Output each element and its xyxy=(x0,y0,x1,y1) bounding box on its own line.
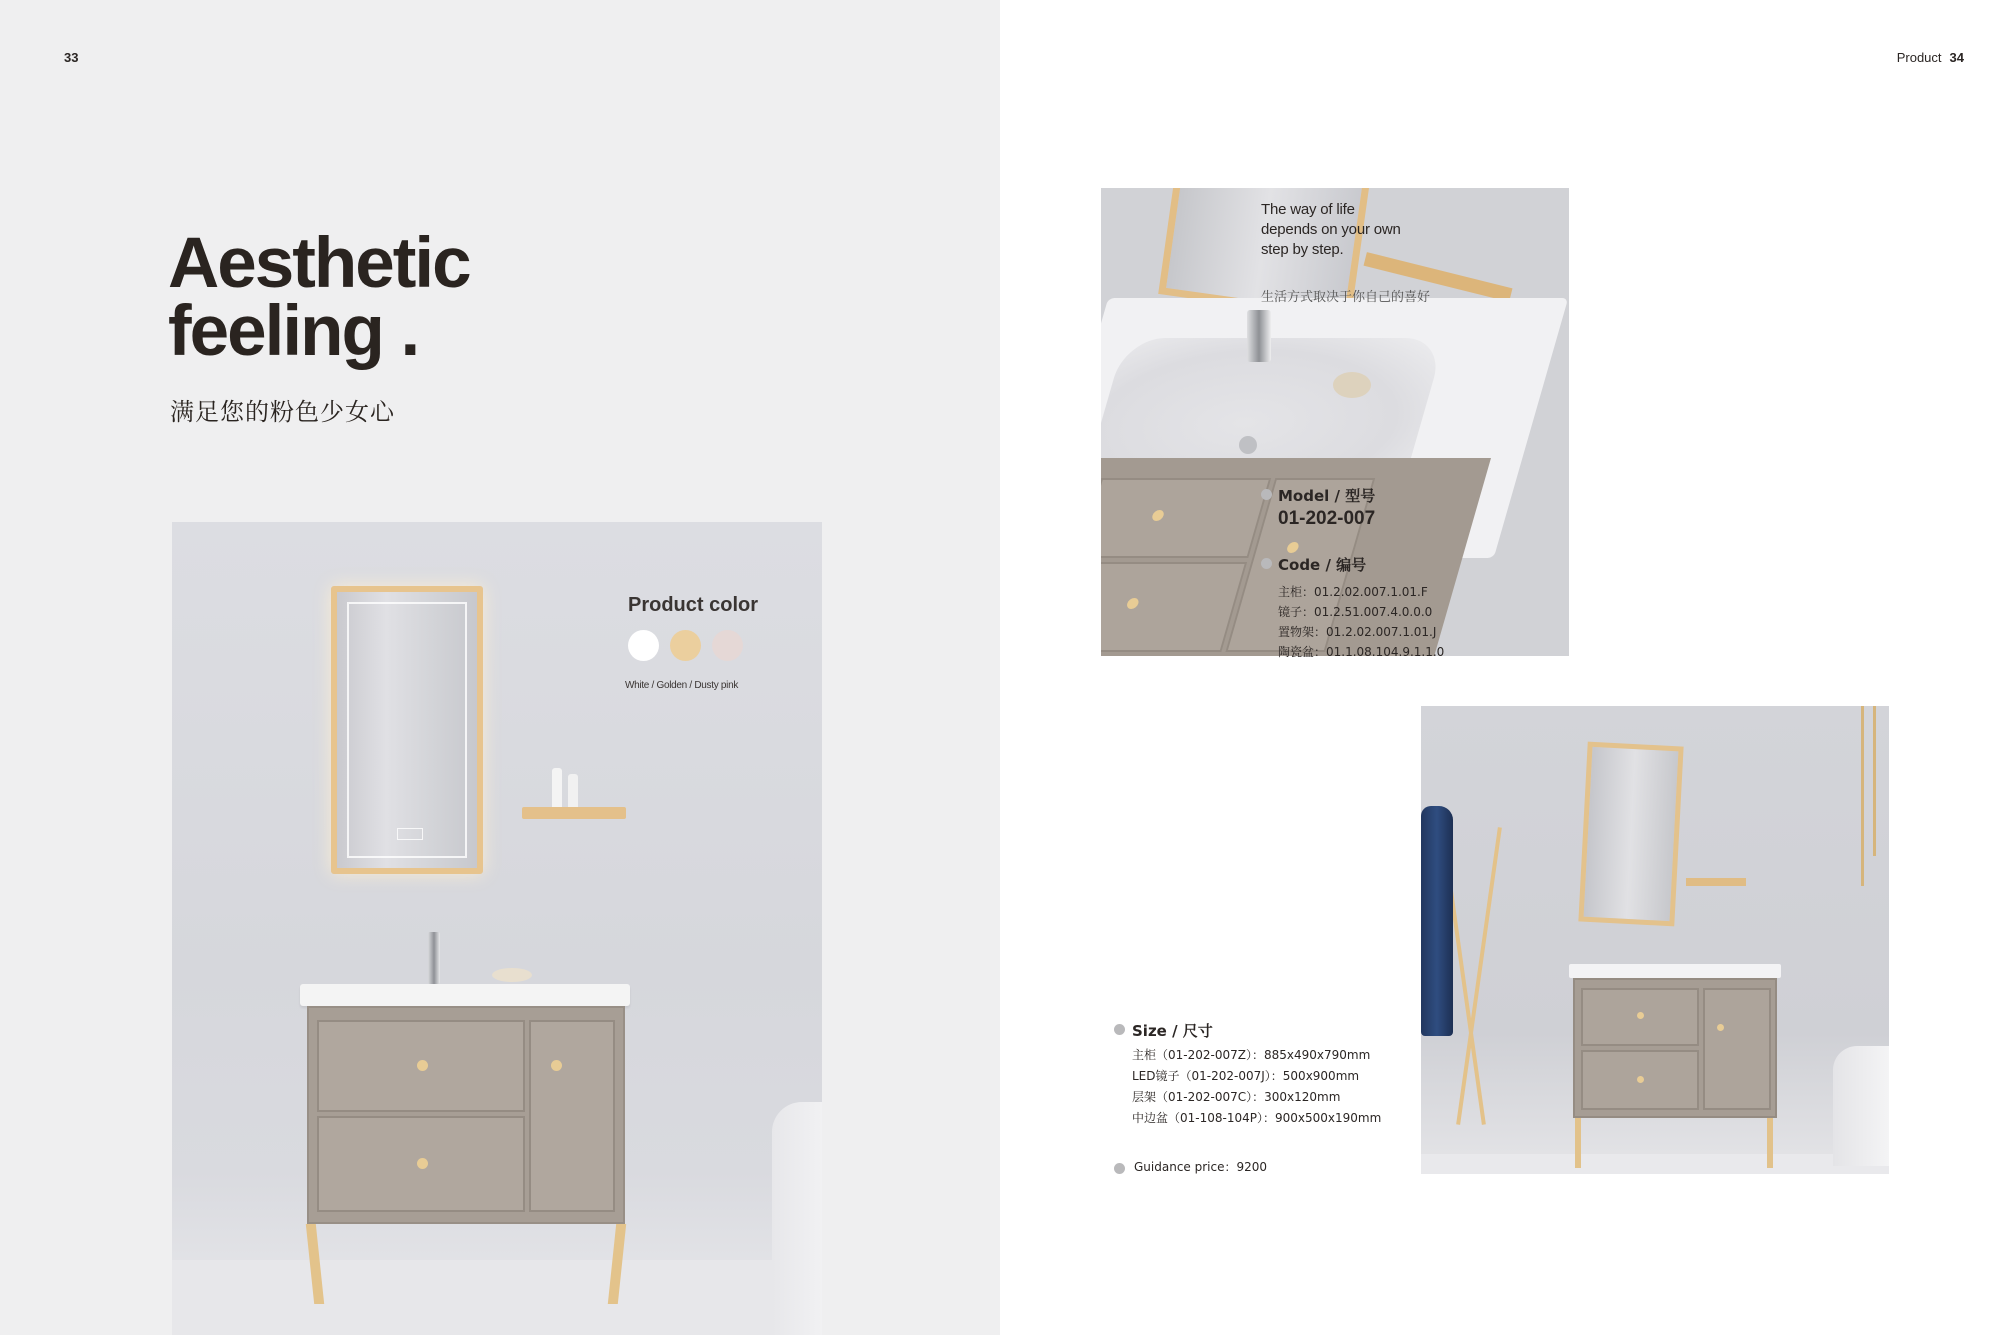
code-line: 主柜：01.2.02.007.1.01.F xyxy=(1278,585,1428,599)
headline-line-1: Aesthetic xyxy=(168,224,470,303)
tagline-cn: 生活方式取决于你自己的喜好 xyxy=(1261,290,1431,305)
code-list xyxy=(1278,582,1444,662)
bullet-dot xyxy=(1261,558,1272,569)
size-line: 中边盆（01-108-104P）：900x500x190mm xyxy=(1132,1111,1382,1125)
tagline xyxy=(1261,200,1401,260)
header-label: Product xyxy=(1896,50,1942,65)
cabinet-door xyxy=(529,1020,615,1212)
color-names: White / Golden / Dusty pink xyxy=(625,680,739,691)
room-photo xyxy=(1421,706,1889,1174)
page-number-right: 34 xyxy=(1949,50,1964,65)
gold-leg xyxy=(1575,1118,1581,1168)
golden-swatch xyxy=(670,630,701,661)
pendant-lamp xyxy=(1861,706,1864,886)
knob xyxy=(1126,598,1140,609)
code-label: Code / 编号 xyxy=(1278,556,1367,574)
size-line: 主柜（01-202-007Z）：885x490x790mm xyxy=(1132,1048,1371,1062)
drawer-bottom xyxy=(1101,562,1247,652)
tagline-line: The way of life xyxy=(1261,201,1355,218)
floor xyxy=(172,1260,822,1335)
bullet-dot xyxy=(1261,489,1272,500)
drain xyxy=(1239,436,1257,454)
headline xyxy=(168,224,470,371)
floor xyxy=(1421,1154,1889,1174)
product-color-title: Product color xyxy=(628,594,759,616)
headline-line-2: feeling . xyxy=(168,292,419,371)
toilet xyxy=(772,1102,822,1335)
drawer-bottom xyxy=(317,1116,525,1212)
knob xyxy=(1151,510,1165,521)
subtitle-cn: 满足您的粉色少女心 xyxy=(170,398,395,426)
knob xyxy=(417,1060,428,1071)
page-number-left: 33 xyxy=(64,50,79,65)
ceramic-countertop xyxy=(1569,964,1781,978)
code-line: 置物架：01.2.02.007.1.01.J xyxy=(1278,625,1437,639)
code-line: 陶瓷盆：01.1.08.104.9.1.1.0 xyxy=(1278,645,1445,659)
size-list xyxy=(1132,1045,1381,1129)
knob xyxy=(1717,1024,1724,1031)
mirror-display xyxy=(397,828,423,840)
drawer-top xyxy=(1101,478,1271,558)
size-line: LED镜子（01-202-007J）：500x900mm xyxy=(1132,1069,1360,1083)
code-line: 镜子：01.2.51.007.4.0.0.0 xyxy=(1278,605,1433,619)
right-page xyxy=(1000,0,2000,1335)
bottle xyxy=(552,768,562,808)
bottle xyxy=(568,774,578,808)
vanity-cabinet xyxy=(1573,978,1777,1118)
soap-dish xyxy=(1333,372,1371,398)
size-line: 层架（01-202-007C）：300x120mm xyxy=(1132,1090,1341,1104)
knob xyxy=(551,1060,562,1071)
gold-shelf xyxy=(1686,878,1746,886)
hero-product-photo xyxy=(172,522,822,1335)
led-mirror xyxy=(331,586,483,874)
bathrobe xyxy=(1421,806,1453,1036)
knob xyxy=(417,1158,428,1169)
drawer-top xyxy=(1581,988,1699,1046)
knob xyxy=(1637,1076,1644,1083)
faucet xyxy=(428,932,440,984)
gold-shelf xyxy=(522,807,626,819)
guidance-price: Guidance price：9200 xyxy=(1134,1160,1268,1174)
drawer-top xyxy=(317,1020,525,1112)
faucet xyxy=(1247,310,1271,362)
gold-leg xyxy=(1767,1118,1773,1168)
page-header xyxy=(1897,50,1964,65)
bullet-dot xyxy=(1114,1163,1125,1174)
size-label: Size / 尺寸 xyxy=(1132,1022,1213,1040)
led-mirror xyxy=(1578,742,1683,927)
ceramic-countertop xyxy=(300,984,630,1006)
cabinet-door xyxy=(1703,988,1771,1110)
drawer-bottom xyxy=(1581,1050,1699,1110)
tagline-line: depends on your own xyxy=(1261,221,1401,238)
bullet-dot xyxy=(1114,1024,1125,1035)
mirror-glow-frame xyxy=(347,602,467,858)
pendant-lamp xyxy=(1873,706,1876,856)
vanity-cabinet xyxy=(307,1006,625,1224)
knob xyxy=(1286,542,1300,553)
white-swatch xyxy=(628,630,659,661)
tagline-line: step by step. xyxy=(1261,241,1344,258)
model-label: Model / 型号 xyxy=(1278,487,1376,505)
model-value: 01-202-007 xyxy=(1278,508,1376,529)
soap-dish xyxy=(492,968,532,982)
knob xyxy=(1637,1012,1644,1019)
dusty-pink-swatch xyxy=(712,630,743,661)
toilet xyxy=(1833,1046,1889,1166)
